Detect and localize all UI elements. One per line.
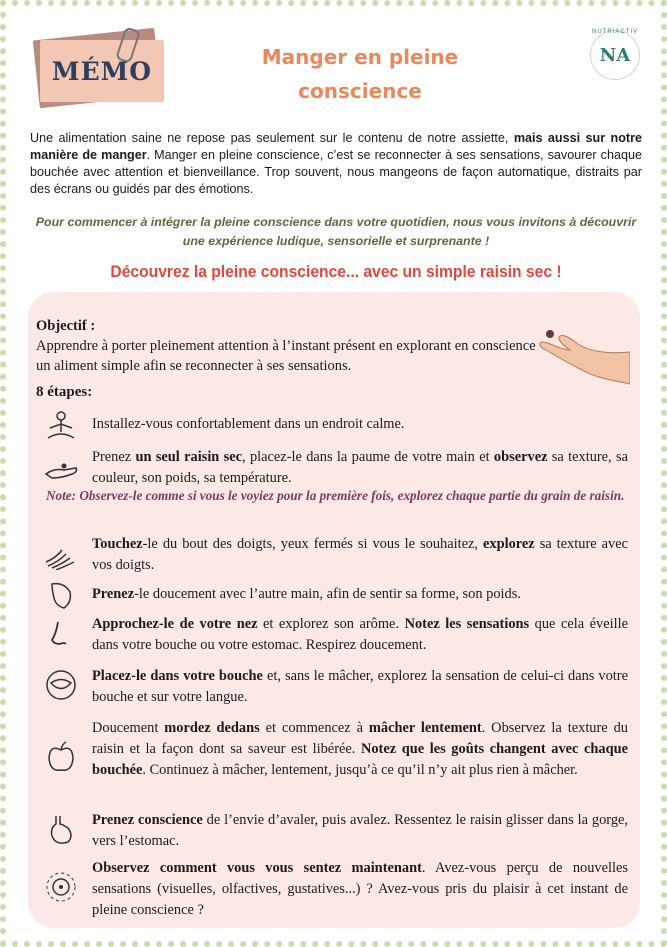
intro-text-1: Une alimentation saine ne repose pas seulement sur le contenu de notre assiette, xyxy=(30,131,514,145)
intro-paragraph xyxy=(30,130,642,198)
logo-arc-text: NUTRIACTIV xyxy=(592,29,638,35)
stomach-icon xyxy=(44,814,78,848)
step-item: Prenez conscience de l’envie d’avaler, puis avalez. Ressentez le raisin glisser dans la gorge, vers l’estomac. xyxy=(92,812,628,849)
section-headline: Découvrez la pleine conscience... avec un simple raisin sec ! xyxy=(110,262,562,281)
page-title: Manger en pleine conscience xyxy=(261,45,459,103)
memo-label: MÉMO xyxy=(51,56,153,86)
objective-text: Apprendre à porter pleinement attention à l’instant présent en explorant en conscience un aliment simple afin se reconnecter à ses sensations. xyxy=(36,338,536,374)
step-item: Prenez un seul raisin sec, placez-le dans la paume de votre main et observez sa texture, sa couleur, son poids, sa température. xyxy=(92,449,628,486)
objective-label: Objectif : xyxy=(36,318,96,334)
step-item: Placez-le dans votre bouche et, sans le mâcher, explorez la sensation de celui-ci dans votre bouche et sur votre langue. xyxy=(92,668,628,705)
intro-text-2: . Manger en pleine conscience, c’est se reconnecter à ses sensations, savourer chaque bouchée avec attention et bienveillance. Trop souvent, nous mangeons de façon automatique, distraits par des écrans ou guidés par des émotions. xyxy=(30,148,642,196)
fingertips-icon xyxy=(44,536,78,570)
intro-emphasis: mais aussi sur notre manière de manger xyxy=(30,131,642,162)
invitation-text: Pour commencer à intégrer la pleine conscience dans votre quotidien, nous vous invitons à découvrir une expérience ludique, sensorielle et surprenante ! xyxy=(35,215,637,248)
step-item: Touchez-le du bout des doigts, yeux fermés si vous le souhaitez, explorez sa texture avec vos doigts. xyxy=(92,536,628,573)
memo-badge xyxy=(30,28,170,110)
step-item: Approchez-le de votre nez et explorez son arôme. Notez les sensations que cela éveille dans votre bouche ou votre estomac. Respirez doucement. xyxy=(92,616,628,653)
pinch-hand-icon xyxy=(44,578,78,612)
memo-card-front xyxy=(40,40,164,102)
step-item: Doucement mordez dedans et commencez à mâcher lentement. Observez la texture du raisin et la façon dont sa saveur est libérée. Notez que les goûts changent avec chaque bouchée. Continuez à mâcher, lentement, jusqu’à ce qu’il n’y ait plus rien à mâcher. xyxy=(92,720,629,778)
apple-icon xyxy=(44,740,78,774)
step-item: Prenez-le doucement avec l’autre main, afin de sentir sa forme, son poids. xyxy=(92,586,521,602)
open-palm-icon xyxy=(44,452,78,486)
hand-holding-raisin-icon xyxy=(530,312,630,388)
brand-logo xyxy=(590,30,640,80)
step-item: Installez-vous confortablement dans un endroit calme. xyxy=(92,416,405,432)
mouth-icon xyxy=(44,668,78,702)
steps-label: 8 étapes: xyxy=(36,384,93,400)
logo-monogram: NA xyxy=(599,44,631,66)
step-item: Observez comment vous vous sentez maintenant. Avez-vous perçu de nouvelles sensations (visuelles, olfactives, gustatives...) ? Avez-vous pris du plaisir à cet instant de pleine conscience ? xyxy=(92,860,628,918)
mindful-head-icon xyxy=(44,870,78,904)
step-note: Note: Observez-le comme si vous le voyiez pour la première fois, explorez chaque partie du grain de raisin. xyxy=(46,488,625,503)
nose-icon xyxy=(44,618,78,652)
meditation-icon xyxy=(44,410,78,444)
